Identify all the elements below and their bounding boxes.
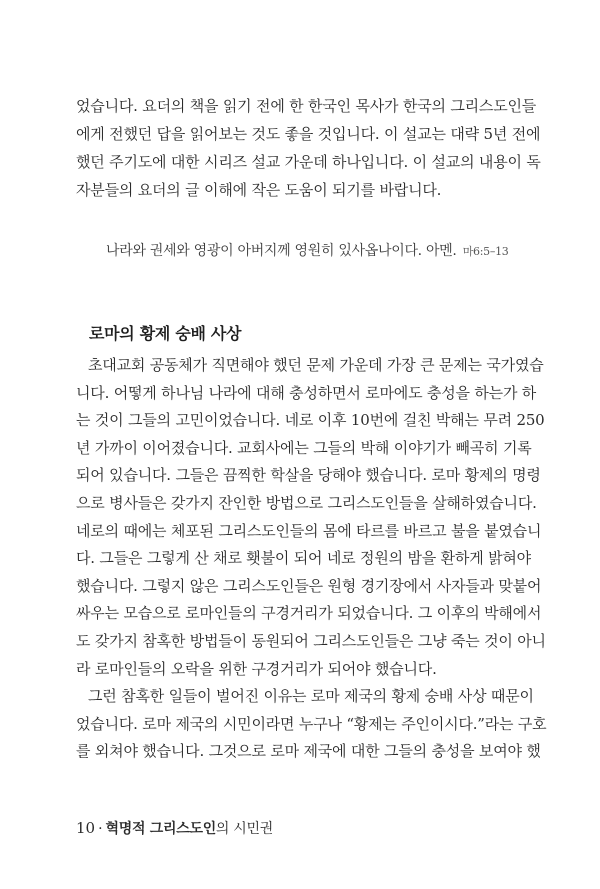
- text-line: 자분들의 요더의 글 이해에 작은 도움이 되기를 바랍니다.: [76, 181, 442, 199]
- book-title: 혁명적 그리스도인: [105, 821, 216, 837]
- page-number: 10: [76, 819, 96, 837]
- text-line: 으로 병사들은 갖가지 잔인한 방법으로 그리스도인들을 살해하였습니다.: [76, 493, 537, 512]
- scripture-quote: [106, 240, 546, 263]
- text-line: 초대교회 공동체가 직면해야 했던 문제 가운데 가장 큰 문제는 국가였습: [88, 356, 544, 374]
- intro-paragraph: [76, 92, 546, 204]
- text-line: 는 것이 그들의 고민이었습니다. 네로 이후 10번에 걸친 박해는 무려 250: [76, 411, 545, 430]
- section-heading: 로마의 황제 숭배 사상: [89, 324, 242, 343]
- text-line: 네로의 때에는 체포된 그리스도인들의 몸에 타르를 바르고 불을 붙였습니: [76, 521, 542, 540]
- book-title-suffix: 의 시민권: [215, 821, 273, 837]
- section-body: [76, 352, 546, 766]
- footer-separator: ·: [98, 821, 103, 837]
- text-line: 했습니다. 그렇지 않은 그리스도인들은 원형 경기장에서 사자들과 맞붙어: [76, 576, 542, 595]
- text-line: 니다. 어떻게 하나님 나라에 대해 충성하면서 로마에도 충성을 하는가 하: [76, 383, 537, 402]
- text-line: 도 갖가지 참혹한 방법들이 동원되어 그리스도인들은 그냥 죽는 것이 아니: [76, 631, 546, 650]
- text-line: 다. 그들은 그렇게 산 채로 횃불이 되어 네로 정원의 밤을 환하게 밝혀야: [76, 549, 531, 568]
- text-line: 싸우는 모습으로 로마인들의 구경거리가 되었습니다. 그 이후의 박해에서: [76, 604, 542, 623]
- text-line: 그런 참혹한 일들이 벌어진 이유는 로마 제국의 황제 숭배 사상 때문이: [88, 687, 534, 706]
- text-line: 년 가까이 이어졌습니다. 교회사에는 그들의 박해 이야기가 빼곡히 기록: [76, 438, 532, 457]
- text-line: 었습니다. 요더의 책을 읽기 전에 한 한국인 목사가 한국의 그리스도인들: [76, 97, 537, 115]
- quote-reference: 마6:5–13: [462, 245, 509, 258]
- text-line: 라 로마인들의 오락을 위한 구경거리가 되어야 했습니다.: [76, 659, 437, 678]
- page-footer: [76, 818, 273, 839]
- text-line: 되어 있습니다. 그들은 끔찍한 학살을 당해야 했습니다. 로마 황제의 명령: [76, 466, 541, 485]
- quote-text: 나라와 권세와 영광이 아버지께 영원히 있사옵나이다. 아멘.: [106, 243, 457, 259]
- text-line: 했던 주기도에 대한 시리즈 설교 가운데 하나입니다. 이 설교의 내용이 독: [76, 153, 541, 171]
- text-line: 었습니다. 로마 제국의 시민이라면 누구나 “황제는 주인이시다.”라는 구호: [76, 714, 547, 733]
- text-line: 에게 전했던 답을 읽어보는 것도 좋을 것입니다. 이 설교는 대략 5년 전에: [76, 125, 541, 143]
- text-line: 를 외쳐야 했습니다. 그것으로 로마 제국에 대한 그들의 충성을 보여야 했: [76, 742, 541, 761]
